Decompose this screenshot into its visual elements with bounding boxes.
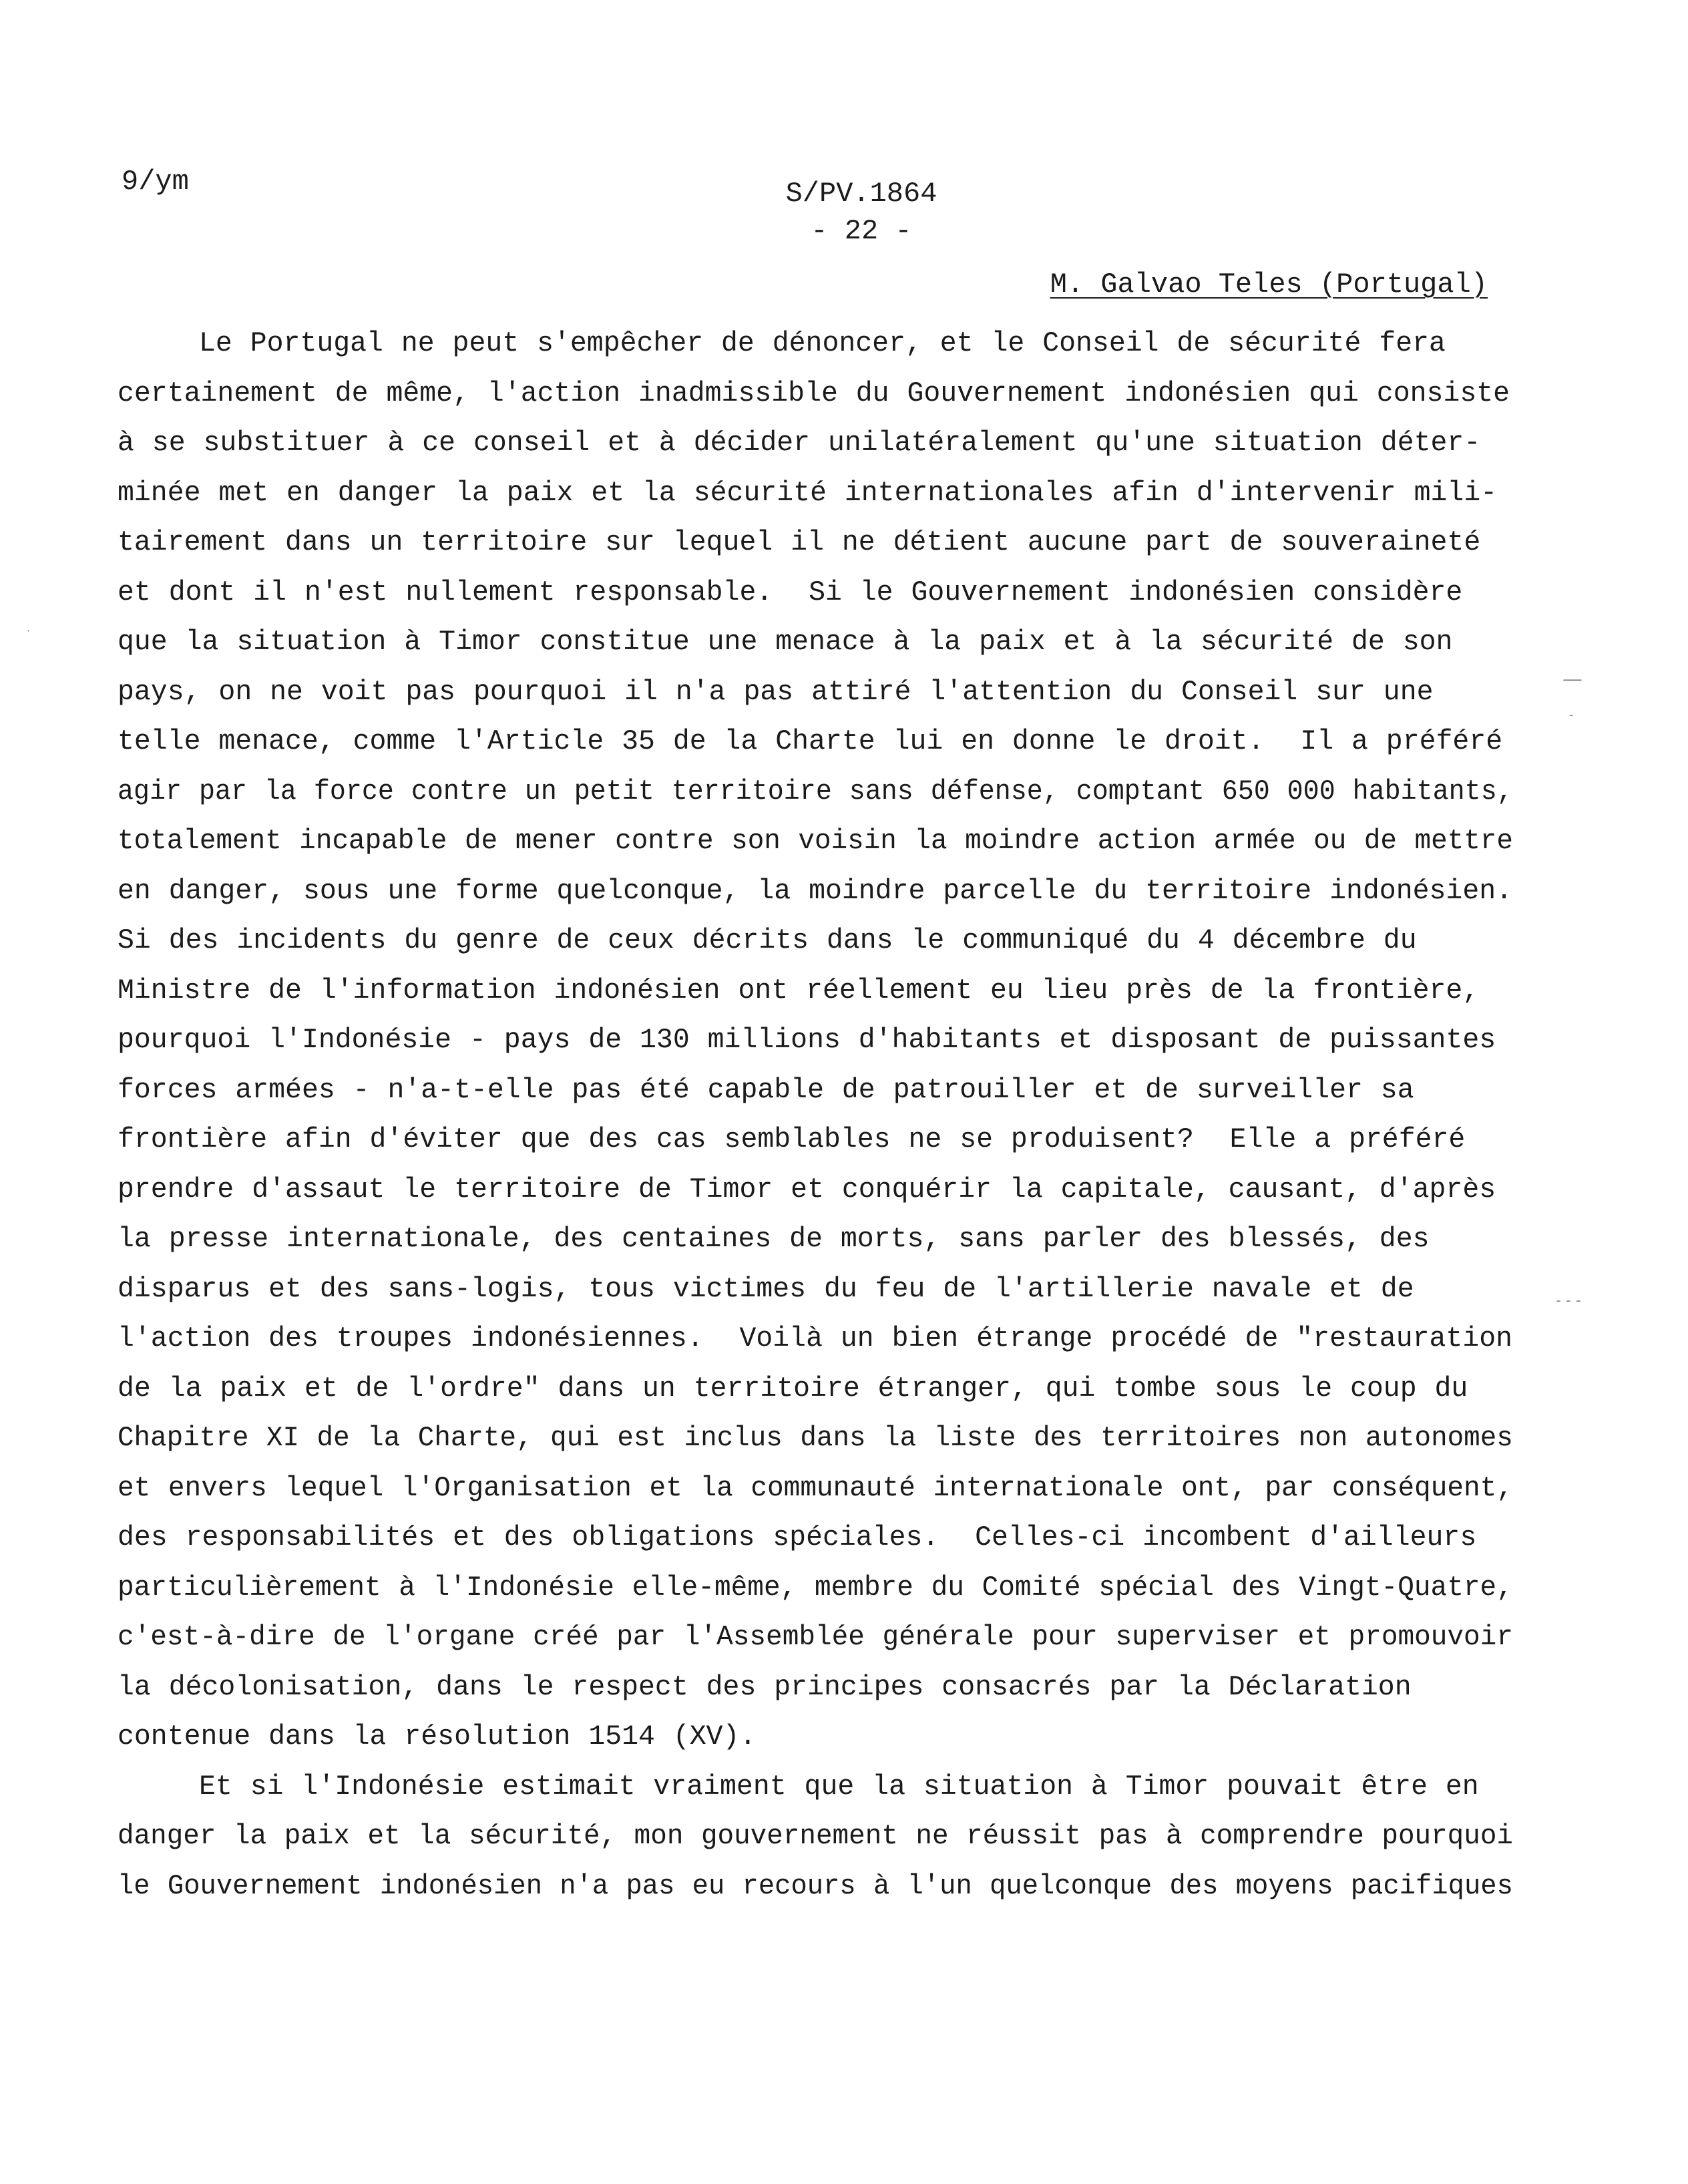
paragraph-2 — [118, 1763, 1513, 1912]
text-line: et envers lequel l'Organisation et la communauté internationale ont, par conséquent, — [118, 1472, 1513, 1504]
text-line: pourquoi l'Indonésie - pays de 130 millions d'habitants et disposant de puissantes — [118, 1025, 1496, 1056]
text-line: totalement incapable de mener contre son voisin la moindre action armée ou de mettre — [118, 826, 1513, 857]
text-line: Et si l'Indonésie estimait vraiment que la situation à Timor pouvait être en — [199, 1771, 1479, 1803]
text-line: à se substituer à ce conseil et à décider unilatéralement qu'une situation déter- — [118, 427, 1481, 459]
text-line: agir par la force contre un petit territoire sans défense, comptant 650 000 habitants, — [118, 775, 1513, 807]
text-line: pays, on ne voit pas pourquoi il n'a pas attiré l'attention du Conseil sur une — [118, 676, 1434, 708]
page-number: - 22 - — [811, 215, 912, 247]
text-line: Si des incidents du genre de ceux décrits dans le communiqué du 4 décembre du — [118, 925, 1417, 956]
text-line: particulièrement à l'Indonésie elle-même, membre du Comité spécial des Vingt-Quatre, — [118, 1572, 1513, 1604]
document-header — [734, 175, 988, 250]
typist-reference: 9/ym — [122, 166, 189, 198]
text-line: prendre d'assaut le territoire de Timor et conquérir la capitale, causant, d'après — [118, 1173, 1496, 1206]
text-line: l'action des troupes indonésiennes. Voilà un bien étrange procédé de "restauration — [118, 1323, 1513, 1354]
text-line: tairement dans un territoire sur lequel il ne détient aucune part de souveraineté — [118, 527, 1481, 558]
text-line: de la paix et de l'ordre" dans un territoire étranger, qui tombe sous le coup du — [118, 1373, 1468, 1405]
paragraph-1 — [118, 319, 1513, 1763]
scan-mark: — — [1562, 668, 1582, 691]
text-line: certainement de même, l'action inadmissible du Gouvernement indonésien qui consiste — [118, 377, 1510, 409]
text-line: telle menace, comme l'Article 35 de la Charte lui en donne le droit. Il a préféré — [118, 726, 1503, 757]
document-symbol: S/PV.1864 — [785, 178, 937, 210]
text-line: c'est-à-dire de l'organe créé par l'Assemblée générale pour superviser et promouvoir — [118, 1622, 1513, 1653]
text-line: et dont il n'est nullement responsable. Si le Gouvernement indonésien considère — [118, 576, 1463, 608]
text-line: Le Portugal ne peut s'empêcher de dénoncer, et le Conseil de sécurité fera — [199, 328, 1446, 359]
text-line: frontière afin d'éviter que des cas semblables ne se produisent? Elle a préféré — [118, 1124, 1466, 1155]
text-line: forces armées - n'a-t-elle pas été capable de patrouiller et de surveiller sa — [118, 1074, 1414, 1106]
scan-mark: - - - — [1556, 1292, 1581, 1309]
text-line: le Gouvernement indonésien n'a pas eu recours à l'un quelconque des moyens pacifiques — [118, 1870, 1513, 1902]
scan-mark: - — [1569, 708, 1574, 722]
text-line: des responsabilités et des obligations spéciales. Celles-ci incombent d'ailleurs — [118, 1522, 1477, 1554]
text-line: contenue dans la résolution 1514 (XV). — [118, 1721, 757, 1753]
text-line: Chapitre XI de la Charte, qui est inclus dans la liste des territoires non autonomes — [118, 1423, 1513, 1454]
text-line: en danger, sous une forme quelconque, la moindre parcelle du territoire indonésien. — [118, 875, 1513, 907]
scan-mark: · — [27, 624, 31, 637]
text-line: danger la paix et la sécurité, mon gouvernement ne réussit pas à comprendre pourquoi — [118, 1821, 1513, 1852]
document-body — [118, 319, 1513, 1912]
text-line: que la situation à Timor constitue une menace à la paix et à la sécurité de son — [118, 626, 1453, 658]
text-line: minée met en danger la paix et la sécurité internationales afin d'intervenir mili- — [118, 477, 1498, 509]
speaker-name: M. Galvao Teles (Portugal) — [1050, 268, 1488, 301]
text-line: Ministre de l'information indonésien ont réellement eu lieu près de la frontière, — [118, 974, 1480, 1007]
text-line: la décolonisation, dans le respect des principes consacrés par la Déclaration — [118, 1671, 1412, 1703]
text-line: disparus et des sans-logis, tous victimes du feu de l'artillerie navale et de — [118, 1273, 1414, 1305]
text-line: la presse internationale, des centaines de morts, sans parler des blessés, des — [118, 1224, 1430, 1255]
